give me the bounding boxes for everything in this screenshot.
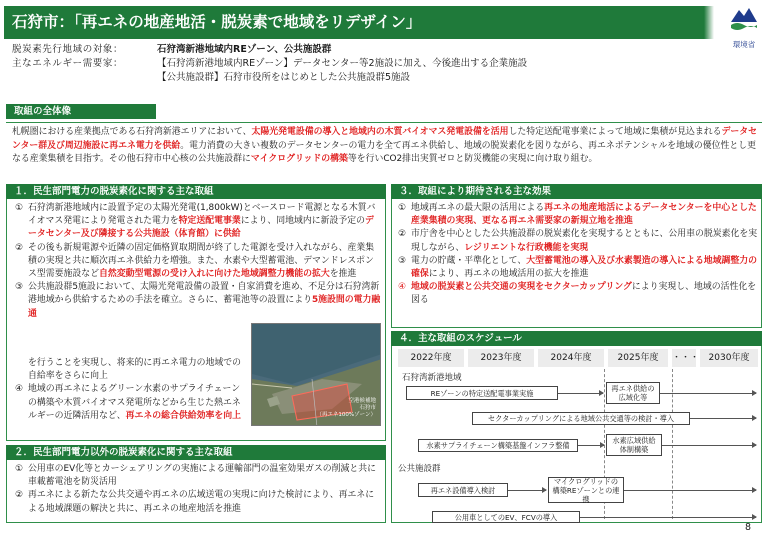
section2-item-2: ② 再エネによる新たな公共交通や再エネの広域送電の実現に向けた検討により、再エネによる地域課題の解決と共に、再エネの地産地活を推進 — [15, 490, 375, 514]
section2-item-1: ① 公用車のEV化等とカーシェアリングの実施による運輸部門の温室効果ガスの削減と共に車載蓄電池を防災活用 — [15, 464, 377, 488]
bar-re-zone: REゾーンの特定送配電事業実施 — [406, 386, 558, 400]
section1-item-3-cont: を行うことを実現し、将来的に再エネ電力の地域での自給率をさらに向上 — [28, 358, 241, 382]
section3-list — [398, 202, 758, 308]
section1-heading: １．民生部門電力の脱炭素化に関する主な取組 — [6, 184, 386, 199]
section4-heading: ４．主な取組のスケジュール — [391, 331, 762, 346]
map-caption: 空港候補地 石狩市 （再エネ100%ゾーン） — [316, 398, 376, 418]
ministry-emblem-icon — [729, 4, 759, 34]
arrow-hydrogen-wide — [662, 445, 756, 446]
arrow-re-zone — [558, 393, 603, 394]
bar-hydrogen-wide: 水素広域供給体制構築 — [606, 434, 662, 456]
page-title: 石狩市：「再エネの地産地活・脱炭素で地域をリデザイン」 — [4, 6, 704, 39]
bar-hydrogen: 水素サプライチェーン構築基盤インフラ整備 — [418, 439, 578, 452]
section1-item-3: ③ 公共施設群5施設において、太陽光発電設備の設置・自家消費を進め、不足分は石狩湾新港地域から供給するための手法を確立。さらに、蓄電池等の設置により5施設間の電力融通 — [15, 282, 381, 319]
demand-line-2: 【公共施設群】石狩市役所をはじめとした公共施設群5施設 — [157, 72, 411, 83]
bar-re-equip: 再エネ設備導入検討 — [418, 483, 508, 497]
section3-heading: ３．取組により期待される主な効果 — [391, 184, 762, 199]
arrow-sector — [690, 418, 756, 419]
year-2022: 2022年度 — [398, 349, 464, 367]
bar-ev: 公用車としてのEV、FCVの導入 — [432, 511, 580, 523]
ministry-logo — [726, 4, 762, 54]
section1-list-top — [15, 202, 381, 321]
target-area-label: 脱炭素先行地域の対象： — [12, 44, 124, 55]
section3-item-4: ④ 地域の脱炭素と公共交通の実現をセクターカップリングにより実現し、地域の活性化を図る — [398, 282, 757, 306]
arrow-microgrid — [624, 490, 756, 491]
target-info — [12, 43, 527, 85]
bar-microgrid: マイクログリッドの構築REゾーンとの連携 — [548, 477, 624, 503]
year-2025: 2025年度 — [608, 349, 668, 367]
demand-label: 主なエネルギー需要家： — [12, 58, 124, 69]
year-ellipsis: ・・・ — [672, 349, 696, 367]
ministry-name: 環境省 — [732, 40, 756, 49]
section1-item-4: ④ 地域の再エネによるグリーン水素のサプライチェーンの構築や木質バイオマス発電所などから生じた熱エネルギーの近隣活用など、再エネの総合供給効率を向上 — [15, 384, 241, 421]
arrow-hydrogen — [578, 445, 604, 446]
year-2023: 2023年度 — [468, 349, 534, 367]
section3-item-3: ③ 電力の貯蔵・平準化として、大型蓄電池の導入及び水素製造の導入による地域調整力の確保により、再エネの地域活用の拡大を推進 — [398, 255, 757, 280]
demand-line-1: 【石狩湾新港地域内REゾーン】データセンター等2施設に加え、今後進出する企業施設 — [157, 58, 528, 69]
overview-text: 札幌圏における産業拠点である石狩湾新港エリアにおいて、太陽光発電設備の導入と地域内の木質バイオマス発電設備を活用した特定送配電事業によって地域に集積が見込まれるデータセンター群及び周辺施設に再エネ電力を供給。電力消費の大きい複数のデータセンターの電力を全て再エネ供給し、地域の脱炭素化を図りながら、再エネポテンシャルを地域の優位性とし更なる産業集積を目指す。その他石狩市中心核の公共施設群にマイクログリッドの構築等を行いCO2排出実質ゼロと防災機能の実現に向け取り組む。 — [12, 127, 758, 164]
section2-heading: ２．民生部門電力以外の脱炭素化に関する主な取組 — [6, 445, 386, 460]
page-number: 8 — [745, 522, 752, 533]
section1-list-bottom — [15, 357, 247, 423]
section3-item-2: ② 市庁舎を中心とした公共施設群の脱炭素化を実現するとともに、公用車の脱炭素化を実現しながら、レジリエントな行政機能を実現 — [398, 229, 758, 253]
bar-re-supply: 再エネ供給の広域化等 — [606, 382, 660, 404]
arrow-ev — [580, 517, 756, 518]
arrow-re-supply — [660, 393, 756, 394]
schedule-guide-later — [672, 369, 673, 519]
title-bar-fade — [704, 6, 714, 39]
bar-sector-coupling: セクターカップリングによる地域公共交通等の検討・導入 — [472, 412, 690, 425]
section1-item-1: ① 石狩湾新港地域内に設置予定の太陽光発電(1,800kW)とベースロード電源となる木質バイオマス発電により発電された電力を特定送配電事業により、同地域内に新設予定のデータセンター及び隣接する公共施設（体育館）に供給 — [15, 203, 376, 240]
zone-label-public: 公共施設群 — [398, 464, 441, 474]
target-area-value: 石狩湾新港地域内REゾーン、公共施設群 — [157, 44, 332, 55]
zone-label-port: 石狩湾新港地域 — [402, 373, 462, 383]
aerial-map-photo — [251, 323, 381, 426]
section3-item-1: ① 地域再エネの最大限の活用による再エネの地産地活によるデータセンターを中心とした産業集積の実現、更なる再エネ需要家の新規立地を推進 — [398, 203, 757, 227]
arrow-re-equip — [508, 490, 546, 491]
year-2030: 2030年度 — [700, 349, 758, 367]
overview-divider — [6, 122, 762, 123]
section2-list — [15, 463, 381, 516]
section1-item-2: ② その後も新規電源や近隣の固定価格買取期間が終了した電源を受け入れながら、産業集積の実現と共に順次再エネ供給力を増強。また、水素や大型蓄電池、デマンドレスポンス型需要施設など自然変動型電源の受け入れに向けた地域調整力機能の拡大を推進 — [15, 242, 375, 280]
year-2024: 2024年度 — [538, 349, 604, 367]
overview-heading: 取組の全体像 — [6, 104, 156, 119]
